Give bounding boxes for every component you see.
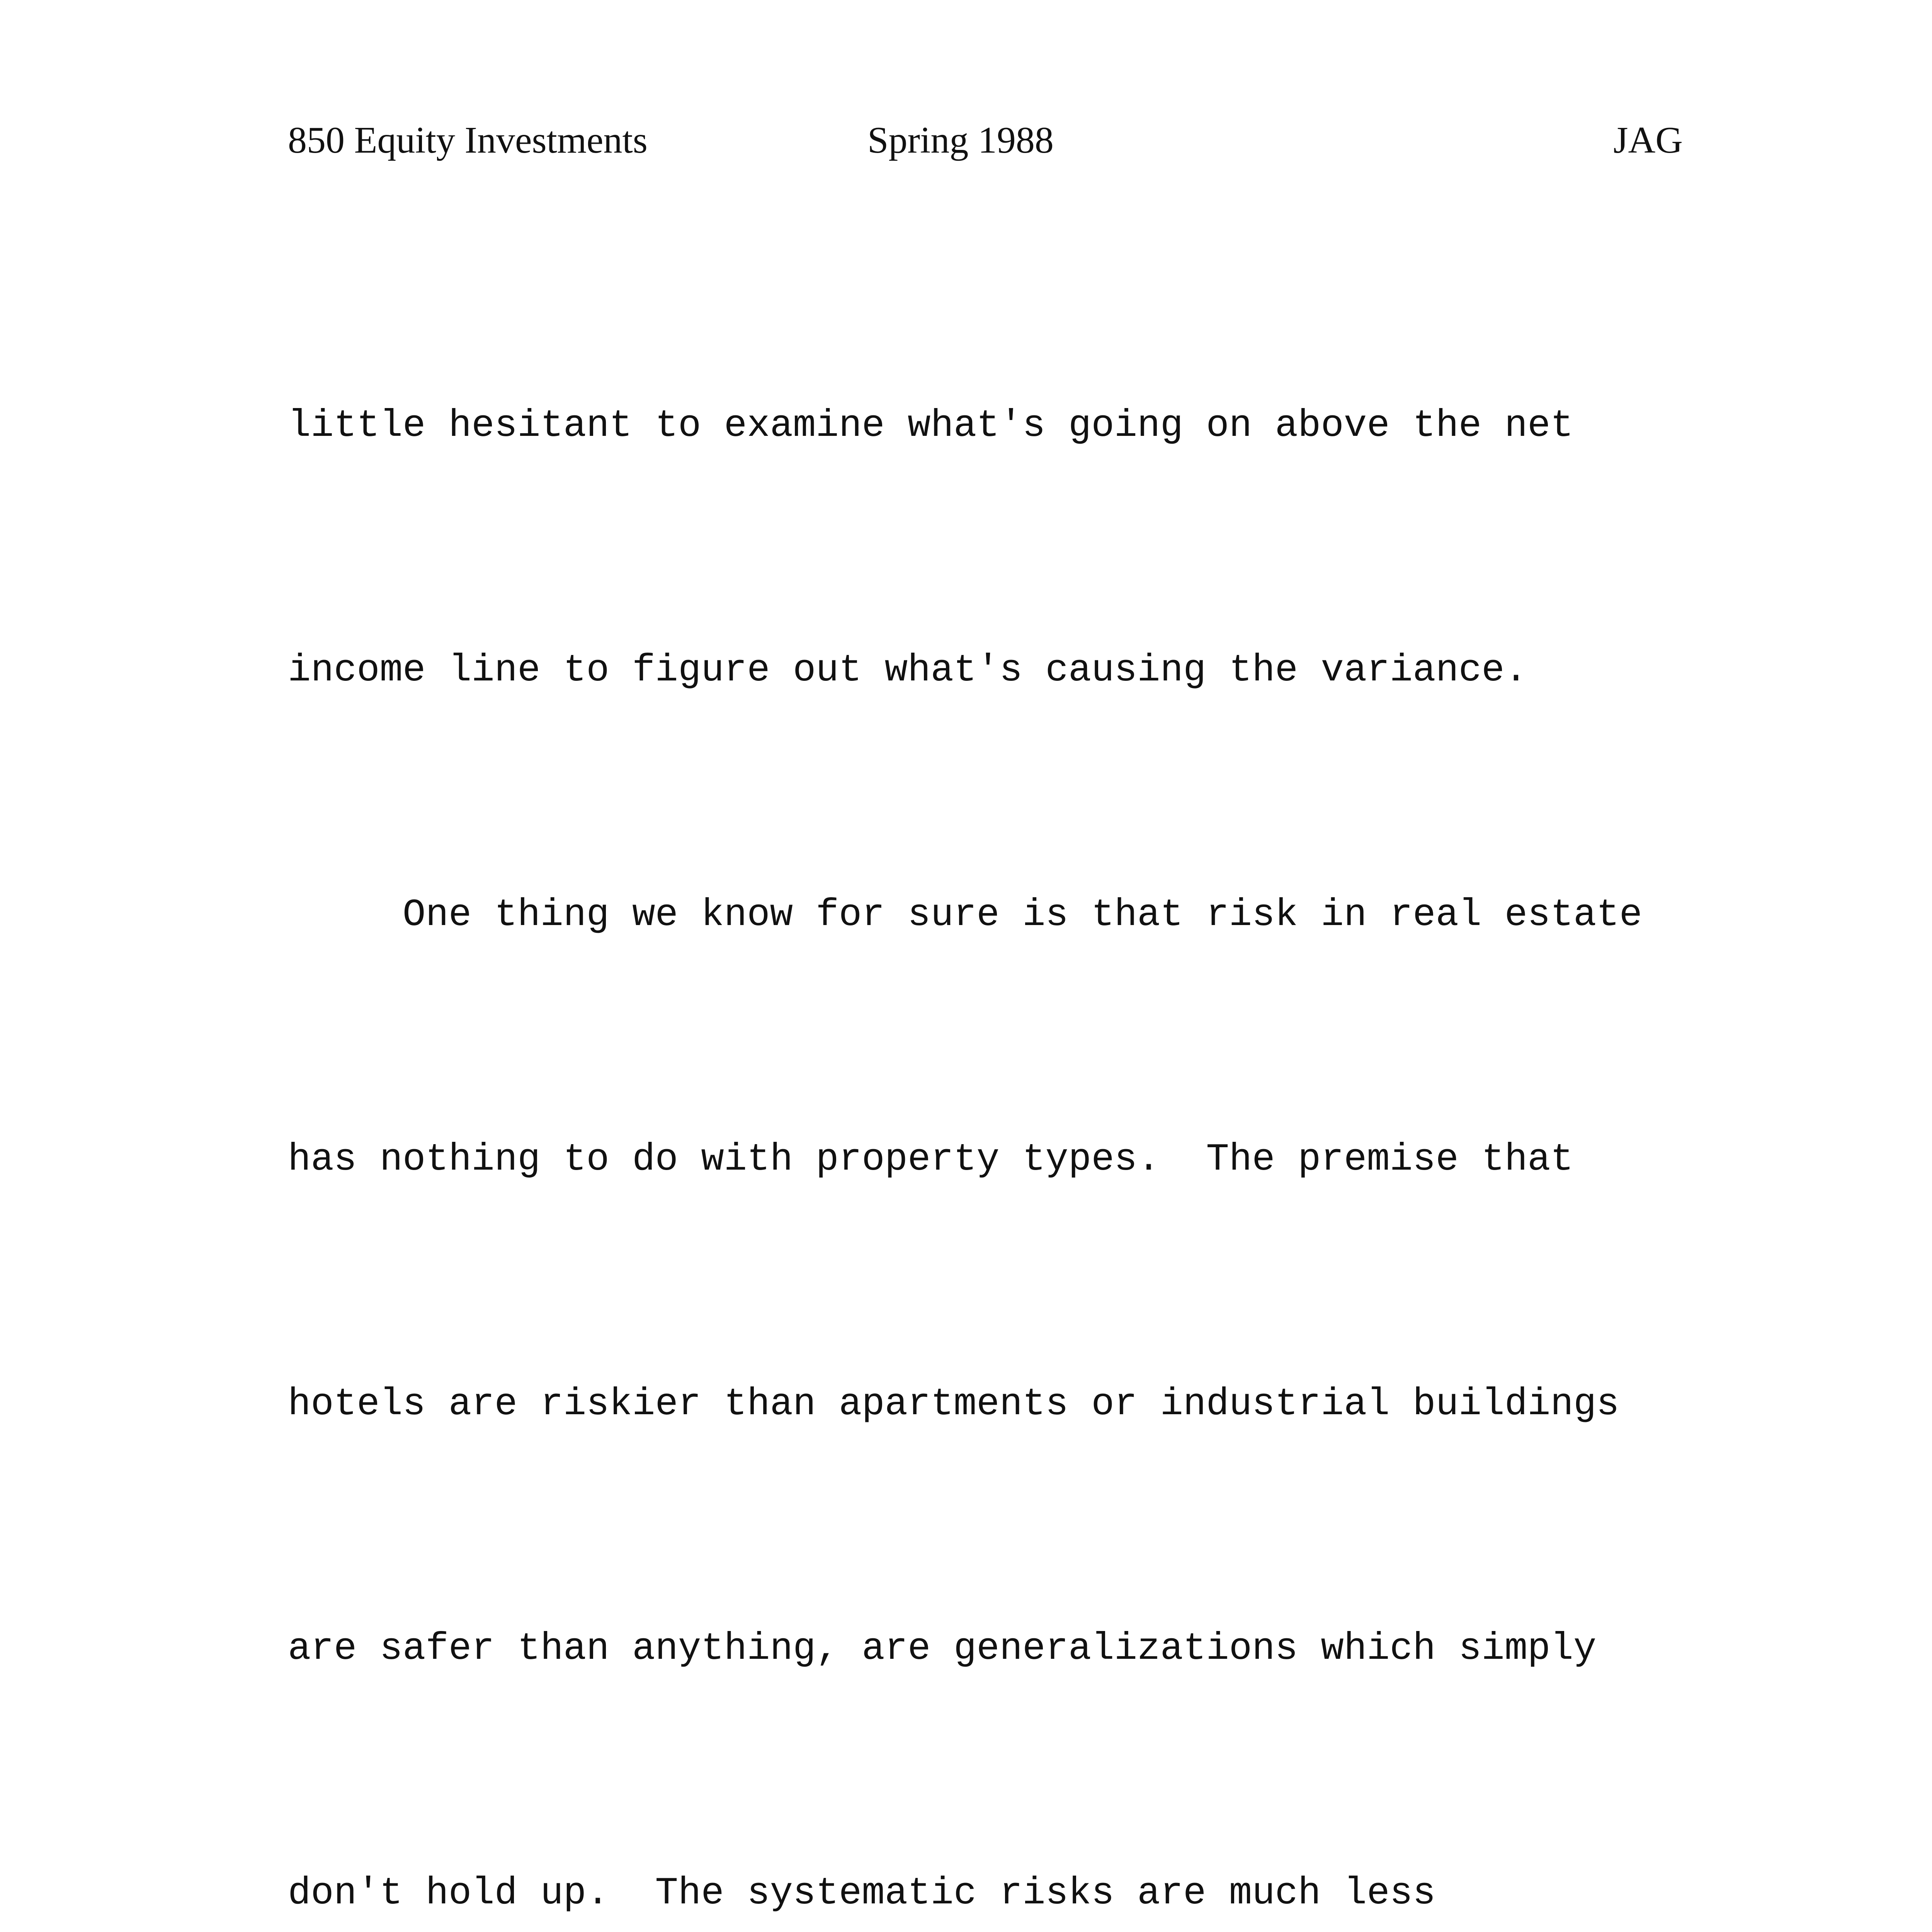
text-line: don't hold up. The systematic risks are much less [288,1872,1436,1915]
transcript-body [288,222,1748,1932]
text-line: has nothing to do with property types. The premise that [288,1138,1573,1181]
header-course-title: 850 Equity Investments [288,119,648,161]
header-term: Spring 1988 [867,119,1054,161]
text-line: hotels are riskier than apartments or industrial buildings [288,1383,1619,1426]
text-line: little hesitant to examine what's going on above the net [288,404,1573,447]
text-line: are safer than anything, are generalizations which simply [288,1627,1597,1670]
text-line: income line to figure out what's causing the variance. [288,649,1528,692]
text-line: One thing we know for sure is that risk in real estate [288,893,1643,937]
header-author-initials: JAG [1613,119,1683,161]
running-header [288,115,1683,165]
